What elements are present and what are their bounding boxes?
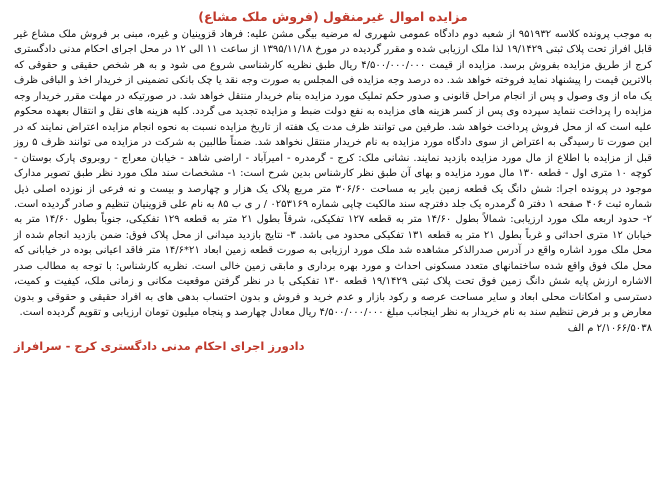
notice-title: مزایده اموال غیرمنقول (فروش ملک مشاع) (198, 9, 468, 24)
notice-body: به موجب پرونده کلاسه ۹۵۱۹۳۲ از شعبه دوم دادگاه عمومی شهرری له مرضیه بیگی مشن علیه: فرهاد قزوینیان و غیره، مبنی بر فروش ملک مشاع غیر قابل افراز تحت پلاک ثبتی ۱۹/۱۴۲۹ لذا ملک ارزیابی شده و مقرر گردیده در مورخ ۱۳۹۵/۱۱/۱۸ از ساعت ۱۱ الی ۱۲ در محل اجرای احکام مدنی دادگستری کرج از طریق مزایده بفروش برسد. مزایده از قیمت ۴/۵۰۰/۰۰۰/۰۰۰ ریال طبق نظریه کارشناسی شروع می شود و به هر شخص حقیقی و حقوقی که بالاترین قیمت را پیشنهاد نماید فروخته خواهد شد. ده درصد وجه مزایده فی المجلس به صورت وجه نقد یا چک بانکی تضمینی از خریدار اخذ و الباقی ظرف یک ماه از وی وصول و پس از انجام مراحل قانونی و صدور حکم تملیک مورد مزایده بنام خریدار منتقل خواهد شد. در صورتیکه در مهلت مقرر خریدار وجه مزایده را پرداخت ننماید سپرده وی پس از کسر هزینه های مزایده به نفع دولت ضبط و مزایده تجدید می گردد. کلیه هزینه های نقل و انتقال بعهده محکوم علیه است که از محل فروش پرداخت خواهد شد. طرفین می توانند ظرف مدت یک هفته از تاریخ مزایده نسبت به نحوه انجام مزایده اعتراض نمایند که در این صورت تا رسیدگی به اعتراض از سوی دادگاه مورد مزایده به نام خریدار منتقل نخواهد شد. ضمناً طالبین به شرکت در مزایده می توانند ظرف ۵ روز قبل از مزایده با اطلاع از مال مورد مزایده بازدید نمایند. نشانی ملک: کرج - گرمدره - امیرآباد - اراضی شاهد - خیابان معراج - روبروی پارک بوستان - کوچه ۱۰ متری اول - قطعه ۱۳۰ مال مورد مزایده و بهای آن طبق نظر کارشناس بدین شرح است: ۱- مشخصات سند ملک مورد نظر طبق تصویر مدارک موجود در پرونده اجرا: شش دانگ یک قطعه زمین بایر به مساحت ۳۰۶/۶۰ متر مربع پلاک یک هزار و چهارصد و بیست و نه فرعی از نوزده اصلی ذیل شماره ثبت ۴۰۶ صفحه ۱ دفتر ۵ گرمدره یک جلد دفترچه سند مالکیت چاپی شماره ۰۲۵۳۱۶۹ / ر ی ب ۸۵ به نام علی قزوینیان تنظیم و صادر گردیده است. ۲- حدود اربعه ملک مورد ارزیابی: شمالاً بطول ۱۴/۶۰ متر به قطعه ۱۲۷ تفکیکی، شرقاً بطول ۲۱ متر به قطعه ۱۲۹ تفکیکی، جنوباً بطول ۱۴/۶۰ متر به خیابان ۱۲ متری احداثی و غرباً بطول ۲۱ متر به قطعه ۱۳۱ تفکیکی محدود می باشد. ۳- نتایج بازدید میدانی از محل پلاک فوق: ضمن بازدید انجام شده از محل ملک مورد اشاره واقع در آدرس صدرالذکر مشاهده شد ملک مورد ارزیابی به صورت قطعه زمین ابعاد ۲۱*۱۴/۶ متر فاقد اعیانی بوده در خیابانی که محل ملک فوق واقع شده ساختمانهای متعدد مسکونی احداث و مورد بهره برداری و مابقی زمین خالی است. نظریه کارشناس: با توجه به مطالب صدر الاشاره ارزش پایه شش دانگ زمین فوق تحت پلاک ثبتی ۱۹/۱۴۲۹ قطعه ۱۳۰ تفکیکی با در نظر گرفتن موقعیت مکانی و زمانی ملک، کیفیت و کمیت، دسترسی و امکانات محلی ابعاد و سایر مساحت عرصه و رکود بازار و عدم خرید و فروش و بدون احتساب بدهی های به افراد حقیقی و حقوقی و بدون معارض و بر فرض تنظیم سند به نام خریدار به نظر اینجانب مبلغ ۴/۵۰۰/۰۰۰/۰۰۰ ریال معادل چهارصد و پنجاه میلیون تومان ارزیابی و تقویم گردیده است. (14, 29, 653, 319)
notice-signature: دادورز اجرای احکام مدنی دادگستری کرج - سرافراز (14, 339, 305, 354)
notice-reference: ۲/۱۰۶۶/۵۰۳۸ م الف (567, 322, 652, 334)
